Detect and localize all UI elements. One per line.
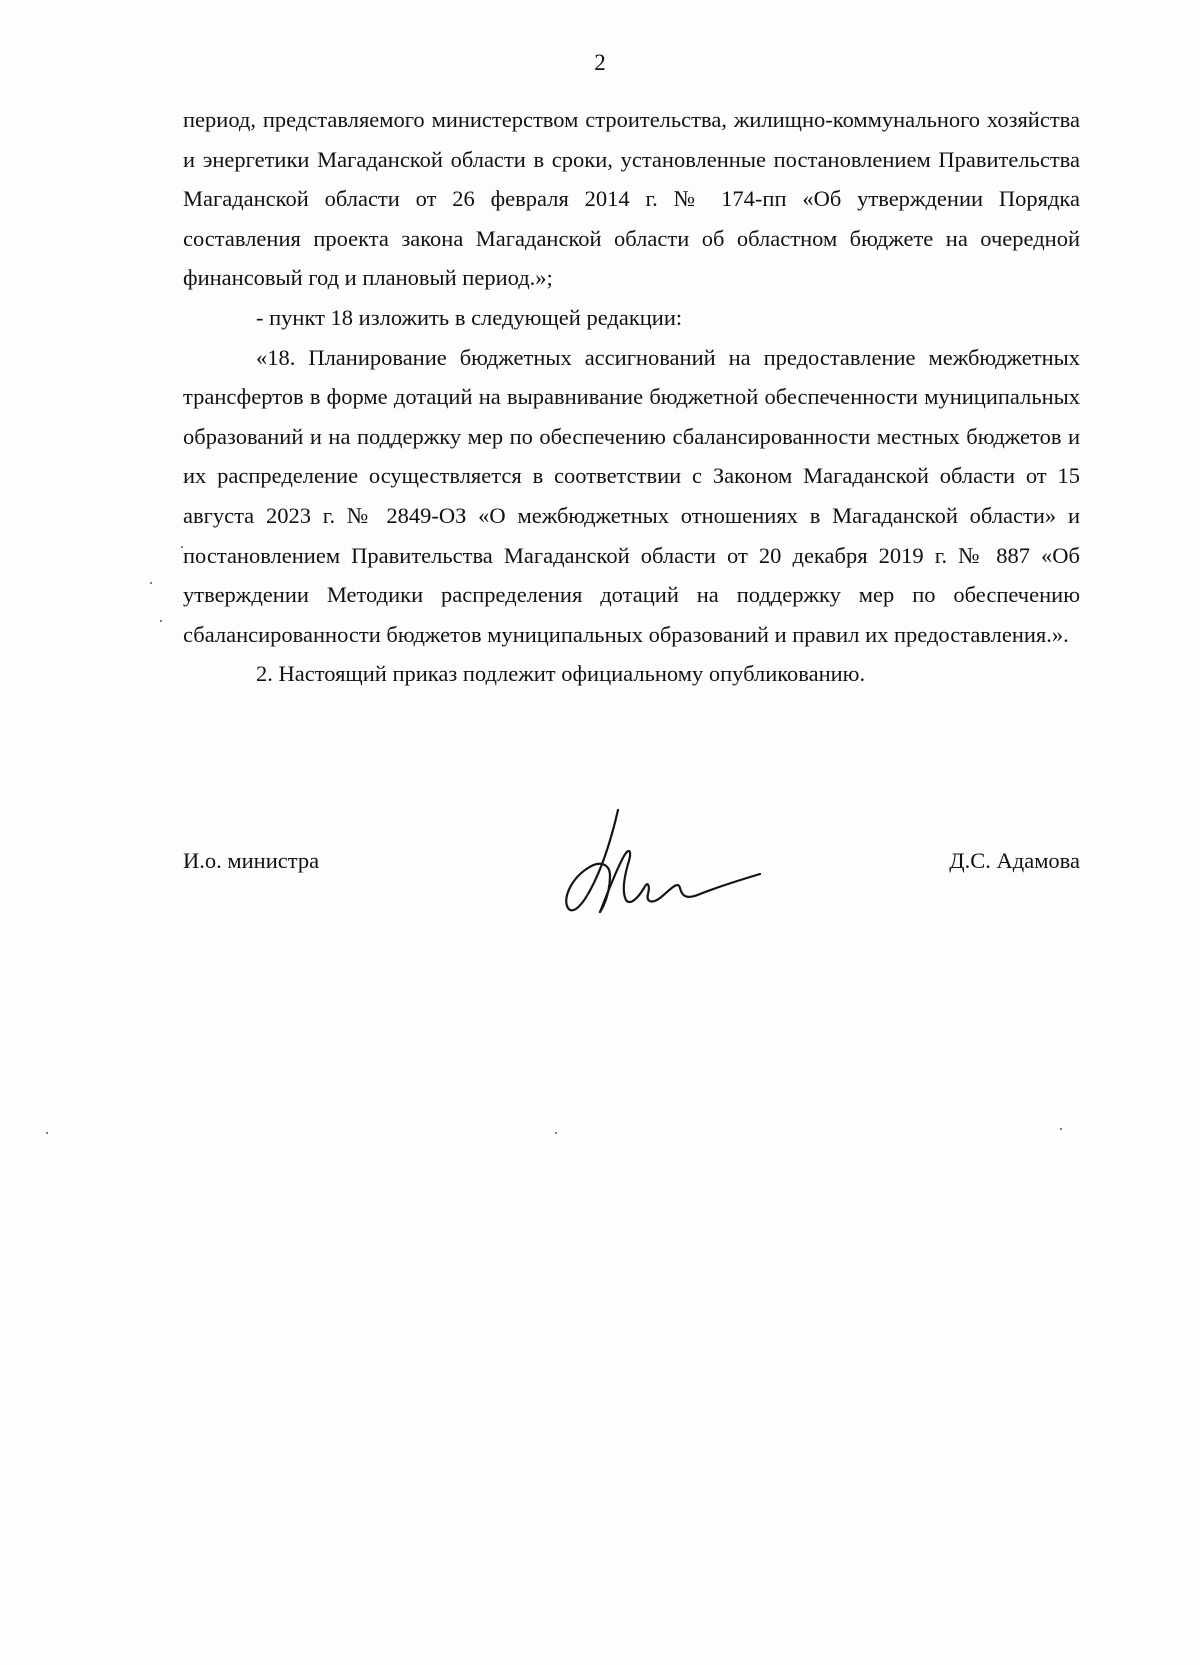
scan-speck [1060, 1128, 1062, 1130]
scan-speck [150, 582, 152, 584]
handwritten-signature [560, 808, 780, 928]
paragraph-continuation: период, представляемого министерством строительства, жилищно-коммунального хозяйства и энергетики Магаданской области в сроки, установленные постановлением Правительства Магаданской области от 26 февраля 2014 г. № 174-пп «Об утверждении Порядка составления проекта закона Магаданской области об областном бюджете на очередной финансовый год и плановый период.»; [183, 107, 1080, 291]
scan-speck [555, 1132, 557, 1134]
page-number: 2 [594, 50, 606, 75]
scan-speck [181, 546, 183, 548]
paragraph-item-18: «18. Планирование бюджетных ассигнований на предоставление межбюджетных трансфертов в форме дотаций на выравнивание бюджетной обеспеченности муниципальных образований и на поддержку мер по обеспечению сбалансированности местных бюджетов и их распределение осуществляется в соответствии с Законом Магаданской области от 15 августа 2023 г. № 2849-ОЗ «О межбюджетных отношениях в Магаданской области» и постановлением Правительства Магаданской области от 20 декабря 2019 г. № 887 «Об утверждении Методики распределения дотаций на поддержку мер по обеспечению сбалансированности бюджетов муниципальных образований и правил их предоставления.». [183, 344, 1080, 647]
document-body [183, 100, 1080, 694]
signer-name: Д.С. Адамова [949, 848, 1080, 873]
scan-speck [160, 620, 162, 622]
signer-position: И.о. министра [183, 848, 320, 873]
paragraph-publication: 2. Настоящий приказ подлежит официальному опубликованию. [256, 661, 866, 687]
scan-speck [46, 1132, 48, 1134]
paragraph-amendment-intro: - пункт 18 изложить в следующей редакции: [256, 304, 683, 330]
